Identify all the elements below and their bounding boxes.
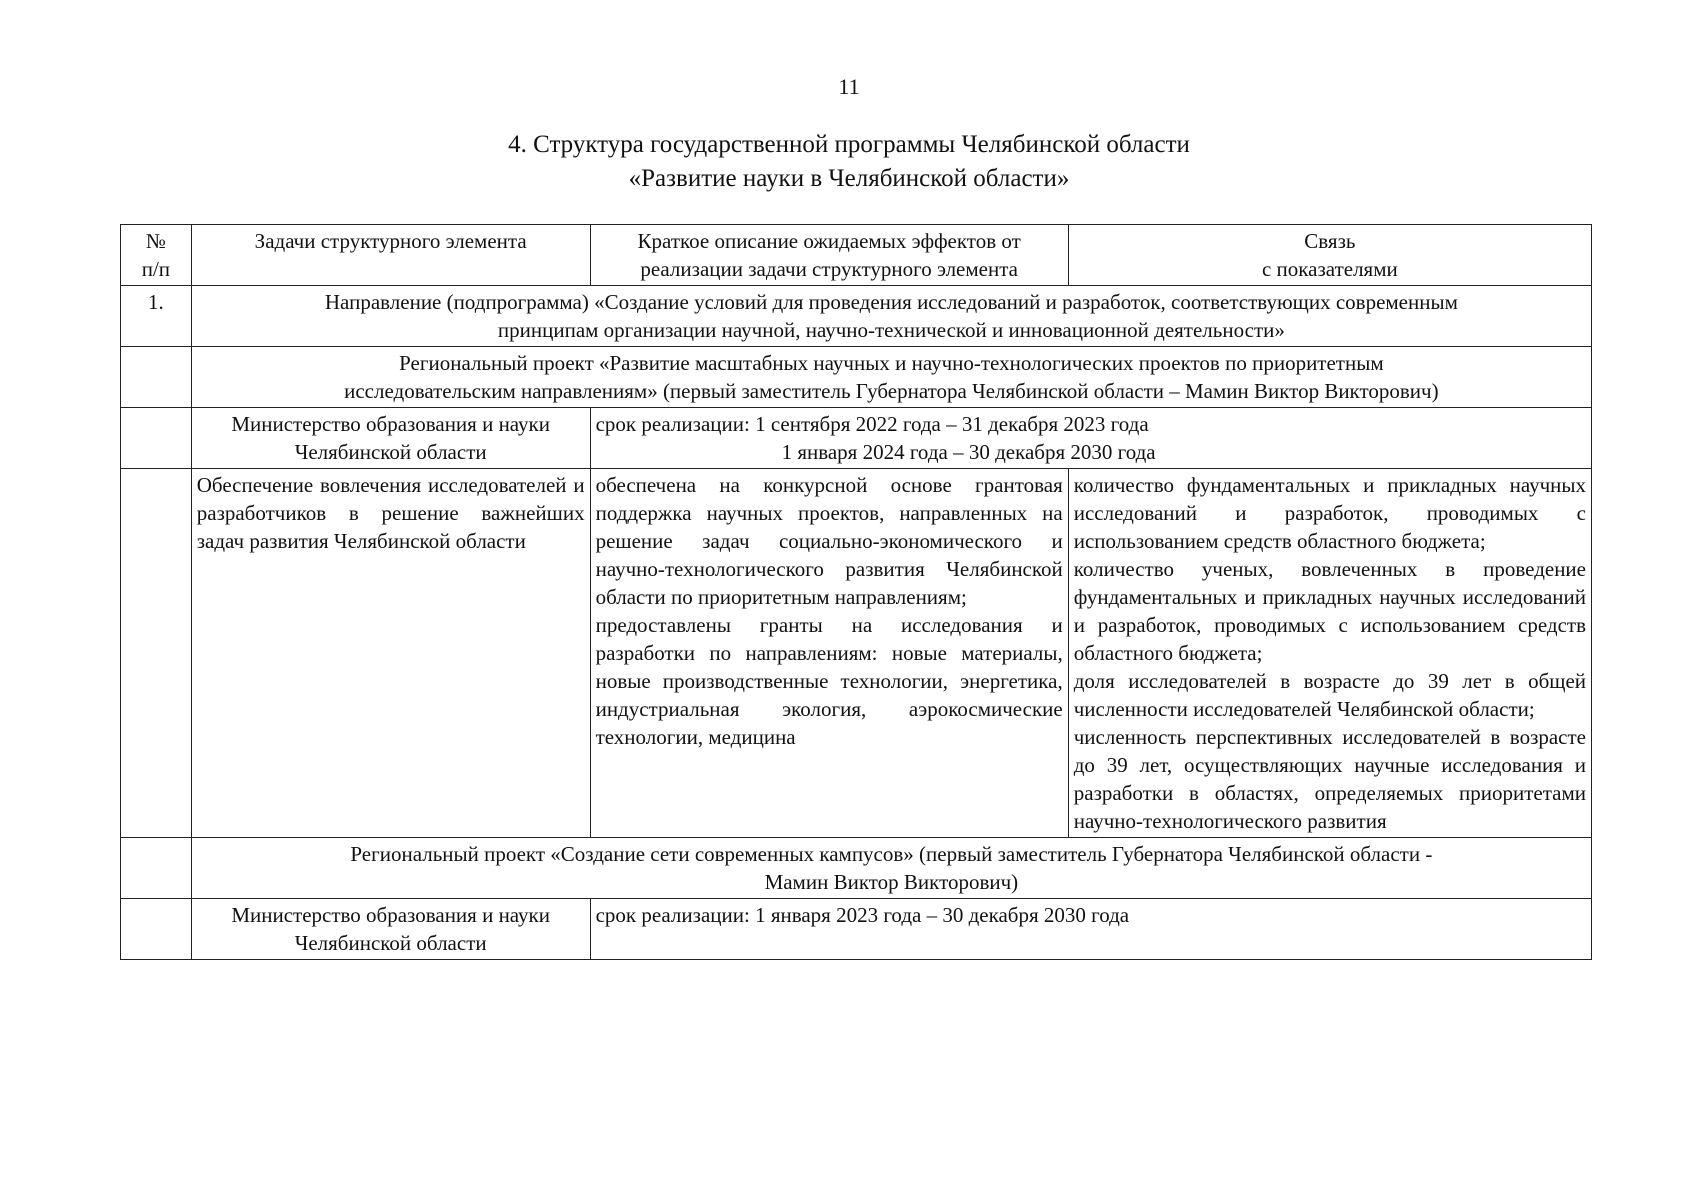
indicator-item: количество ученых, вовлеченных в проведение фундаментальных и прикладных научных исследований и разработок, проводимых с использованием средств областного бюджета; <box>1073 557 1586 665</box>
table-row-project1-responsible <box>121 408 1592 469</box>
empty-num-cell <box>121 408 192 469</box>
project2-title: Региональный проект «Создание сети современных кампусов» (первый заместитель Губернатора Челябинской области - Мамин Виктор Викторович) <box>191 838 1591 899</box>
effect-item: обеспечена на конкурсной основе грантовая поддержка научных проектов, направленных на решение задач социально-экономического и научно-технологического развития Челябинской области по приоритетным направлениям; <box>595 473 1063 609</box>
table-row-direction <box>121 286 1592 347</box>
header-link: Связь с показателями <box>1068 225 1591 286</box>
direction-title: Направление (подпрограмма) «Создание условий для проведения исследований и разработок, соответствующих современным принципам организации научной, научно-технической и инновационной деятельности» <box>191 286 1591 347</box>
header-tasks: Задачи структурного элемента <box>191 225 590 286</box>
table-row-project2-title <box>121 838 1592 899</box>
title-line-1: 4. Структура государственной программы Челябинской области <box>508 131 1190 158</box>
empty-num-cell <box>121 899 192 960</box>
project2-responsible: Министерство образования и науки Челябинской области <box>191 899 590 960</box>
project1-title: Региональный проект «Развитие масштабных научных и научно-технологических проектов по приоритетным исследовательским направлениям» (первый заместитель Губернатора Челябинской области – Мамин Виктор Викторович) <box>191 347 1591 408</box>
effect-item: предоставлены гранты на исследования и разработки по направлениям: новые материалы, новые производственные технологии, энергетика, индустриальная экология, аэрокосмические технологии, медицина <box>595 613 1063 749</box>
project1-indicators <box>1068 469 1591 838</box>
header-num: № п/п <box>121 225 192 286</box>
document-title <box>0 128 1698 196</box>
project1-term: срок реализации: 1 сентября 2022 года – 31 декабря 2023 года 1 января 2024 года – 30 декабря 2030 года <box>590 408 1591 469</box>
indicator-item: численность перспективных исследователей в возрасте до 39 лет, осуществляющих научные исследования и разработки в областях, определяемых приоритетами научно-технологического развития <box>1073 725 1586 833</box>
table-header-row <box>121 225 1592 286</box>
program-structure-table <box>120 224 1592 960</box>
table-row-project2-responsible <box>121 899 1592 960</box>
header-effects: Краткое описание ожидаемых эффектов от реализации задачи структурного элемента <box>590 225 1068 286</box>
indicator-item: доля исследователей в возрасте до 39 лет в общей численности исследователей Челябинской области; <box>1073 669 1586 721</box>
title-line-2: «Развитие науки в Челябинской области» <box>628 165 1070 192</box>
page-number: 11 <box>838 74 860 99</box>
empty-num-cell <box>121 347 192 408</box>
row-number: 1. <box>121 286 192 347</box>
project1-task: Обеспечение вовлечения исследователей и разработчиков в решение важнейших задач развития Челябинской области <box>191 469 590 838</box>
empty-num-cell <box>121 838 192 899</box>
table-row-project1-task <box>121 469 1592 838</box>
project2-term: срок реализации: 1 января 2023 года – 30 декабря 2030 года <box>590 899 1591 960</box>
empty-num-cell <box>121 469 192 838</box>
project1-effects <box>590 469 1068 838</box>
project1-responsible: Министерство образования и науки Челябинской области <box>191 408 590 469</box>
table-row-project1-title <box>121 347 1592 408</box>
indicator-item: количество фундаментальных и прикладных научных исследований и разработок, проводимых с использованием средств областного бюджета; <box>1073 473 1586 553</box>
